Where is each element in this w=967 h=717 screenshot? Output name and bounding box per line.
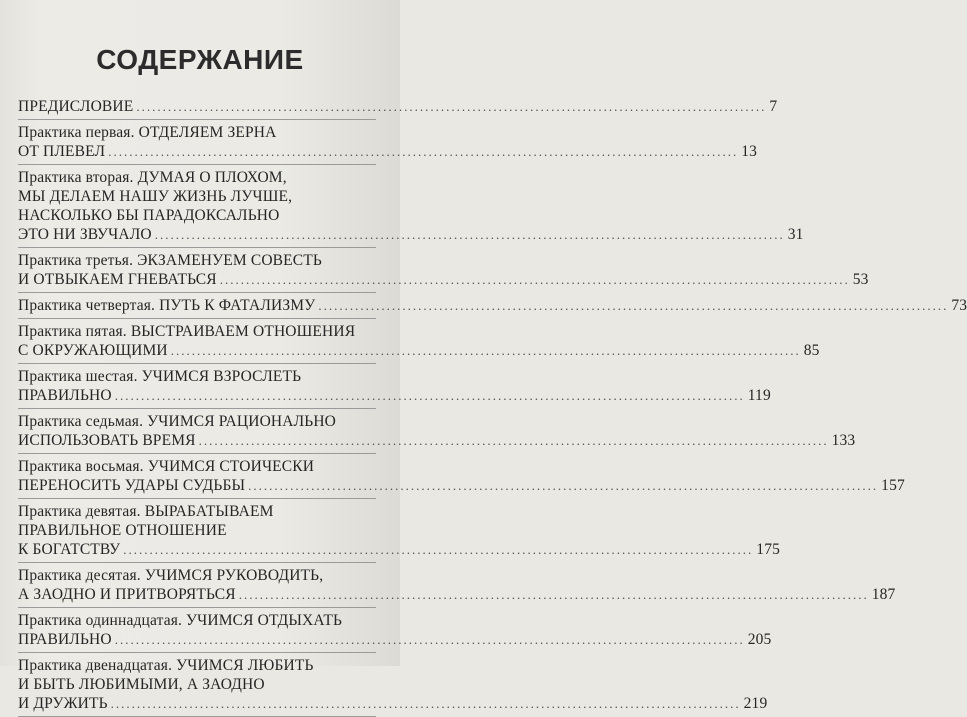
toc-entry-last-line xyxy=(18,476,905,495)
toc-page-number: 53 xyxy=(852,271,869,288)
toc-entry-last-line xyxy=(18,142,757,161)
toc-page-number: 157 xyxy=(881,477,905,494)
toc-entry-line: С ОКРУЖАЮЩИМИ xyxy=(18,342,168,359)
toc-page-number: 175 xyxy=(756,541,780,558)
dot-leader: ........................................................................................................................ xyxy=(238,587,869,602)
toc-entry-line: Практика седьмая. УЧИМСЯ РАЦИОНАЛЬНО xyxy=(18,413,337,430)
toc-entry-line: ИСПОЛЬЗОВАТЬ ВРЕМЯ xyxy=(18,432,196,449)
toc-page-number: 7 xyxy=(769,98,778,115)
toc-entry-line: И БЫТЬ ЛЮБИМЫМИ, А ЗАОДНО xyxy=(18,676,265,693)
toc-entry-line: Практика четвертая. ПУТЬ К ФАТАЛИЗМУ xyxy=(18,297,316,314)
toc-entry-line: К БОГАТСТВУ xyxy=(18,541,121,558)
toc-entry xyxy=(18,653,768,717)
toc-entry-line: Практика вторая. ДУМАЯ О ПЛОХОМ, xyxy=(18,169,287,186)
toc-entry xyxy=(18,454,905,499)
toc-entry-last-line xyxy=(18,341,820,360)
dot-leader: ........................................................................................................................ xyxy=(219,272,850,287)
toc-entry-line: Практика третья. ЭКЗАМЕНУЕМ СОВЕСТЬ xyxy=(18,252,322,269)
toc-entry xyxy=(18,165,804,248)
toc-entry-line: А ЗАОДНО И ПРИТВОРЯТЬСЯ xyxy=(18,586,236,603)
toc-entry-line: Практика десятая. УЧИМСЯ РУКОВОДИТЬ, xyxy=(18,567,324,584)
dot-leader: ........................................................................................................................ xyxy=(248,478,879,493)
dot-leader: ........................................................................................................................ xyxy=(136,99,767,114)
dot-leader: ........................................................................................................................ xyxy=(110,696,741,711)
dot-leader: ........................................................................................................................ xyxy=(108,144,739,159)
toc-entry xyxy=(18,364,771,409)
toc-page-number: 73 xyxy=(951,297,967,314)
toc-entry xyxy=(18,120,757,165)
toc-entry xyxy=(18,563,896,608)
toc-entry-line: Практика пятая. ВЫСТРАИВАЕМ ОТНОШЕНИЯ xyxy=(18,323,356,340)
toc-entry-line: Практика двенадцатая. УЧИМСЯ ЛЮБИТЬ xyxy=(18,657,314,674)
toc-entry-line: ПРАВИЛЬНОЕ ОТНОШЕНИЕ xyxy=(18,522,227,539)
toc-page-number: 31 xyxy=(787,226,804,243)
toc-entry-line: И ОТВЫКАЕМ ГНЕВАТЬСЯ xyxy=(18,271,217,288)
toc-entry-last-line xyxy=(18,97,778,116)
toc-entry-line: ПРАВИЛЬНО xyxy=(18,631,112,648)
dot-leader: ........................................................................................................................ xyxy=(114,632,745,647)
dot-leader: ........................................................................................................................ xyxy=(318,298,949,313)
toc-entry xyxy=(18,608,772,653)
toc-page-number: 219 xyxy=(743,695,768,712)
toc-entry-line: Практика восьмая. УЧИМСЯ СТОИЧЕСКИ xyxy=(18,458,315,475)
toc-entry-line: Практика одиннадцатая. УЧИМСЯ ОТДЫХАТЬ xyxy=(18,612,343,629)
toc-entry-line: ЭТО НИ ЗВУЧАЛО xyxy=(18,226,152,243)
toc-entry-line: Практика шестая. УЧИМСЯ ВЗРОСЛЕТЬ xyxy=(18,368,302,385)
toc-page-number: 205 xyxy=(747,631,772,648)
toc-entry-last-line xyxy=(18,540,780,559)
toc-entry-last-line xyxy=(18,630,772,649)
page-title: СОДЕРЖАНИЕ xyxy=(96,44,304,75)
toc-entry xyxy=(18,94,778,120)
toc-entry-last-line xyxy=(18,296,967,315)
toc-entry-last-line xyxy=(18,585,896,604)
toc-entry xyxy=(18,293,967,319)
toc-entry-line: НАСКОЛЬКО БЫ ПАРАДОКСАЛЬНО xyxy=(18,207,280,224)
toc-entry-line: Практика первая. ОТДЕЛЯЕМ ЗЕРНА xyxy=(18,124,277,141)
toc-entry-line: МЫ ДЕЛАЕМ НАШУ ЖИЗНЬ ЛУЧШЕ, xyxy=(18,188,293,205)
toc-entry xyxy=(18,319,820,364)
toc-entry-last-line xyxy=(18,270,869,289)
toc-entry-line: ОТ ПЛЕВЕЛ xyxy=(18,143,106,160)
toc-entry-last-line xyxy=(18,386,771,405)
dot-leader: ........................................................................................................................ xyxy=(198,433,829,448)
toc-entry-line: ПРАВИЛЬНО xyxy=(18,387,112,404)
toc-page-number: 133 xyxy=(831,432,856,449)
toc-page-number: 119 xyxy=(747,387,771,404)
toc-entry xyxy=(18,409,856,454)
toc-page-number: 85 xyxy=(803,342,820,359)
toc-entry-last-line xyxy=(18,431,856,450)
toc-entry-line: И ДРУЖИТЬ xyxy=(18,695,108,712)
toc-entry-line: Практика девятая. ВЫРАБАТЫВАЕМ xyxy=(18,503,274,520)
toc-entry-last-line xyxy=(18,225,804,244)
toc-entry-line: ПЕРЕНОСИТЬ УДАРЫ СУДЬБЫ xyxy=(18,477,246,494)
toc-entry xyxy=(18,499,780,563)
toc-entry xyxy=(18,248,869,293)
dot-leader: ........................................................................................................................ xyxy=(123,542,754,557)
toc-entry-line: ПРЕДИСЛОВИЕ xyxy=(18,98,134,115)
table-of-contents xyxy=(18,94,967,717)
dot-leader: ........................................................................................................................ xyxy=(114,388,745,403)
toc-entry-last-line xyxy=(18,694,768,713)
toc-page-number: 13 xyxy=(741,143,757,160)
toc-page-number: 187 xyxy=(871,586,896,603)
dot-leader: ........................................................................................................................ xyxy=(154,227,785,242)
dot-leader: ........................................................................................................................ xyxy=(170,343,801,358)
